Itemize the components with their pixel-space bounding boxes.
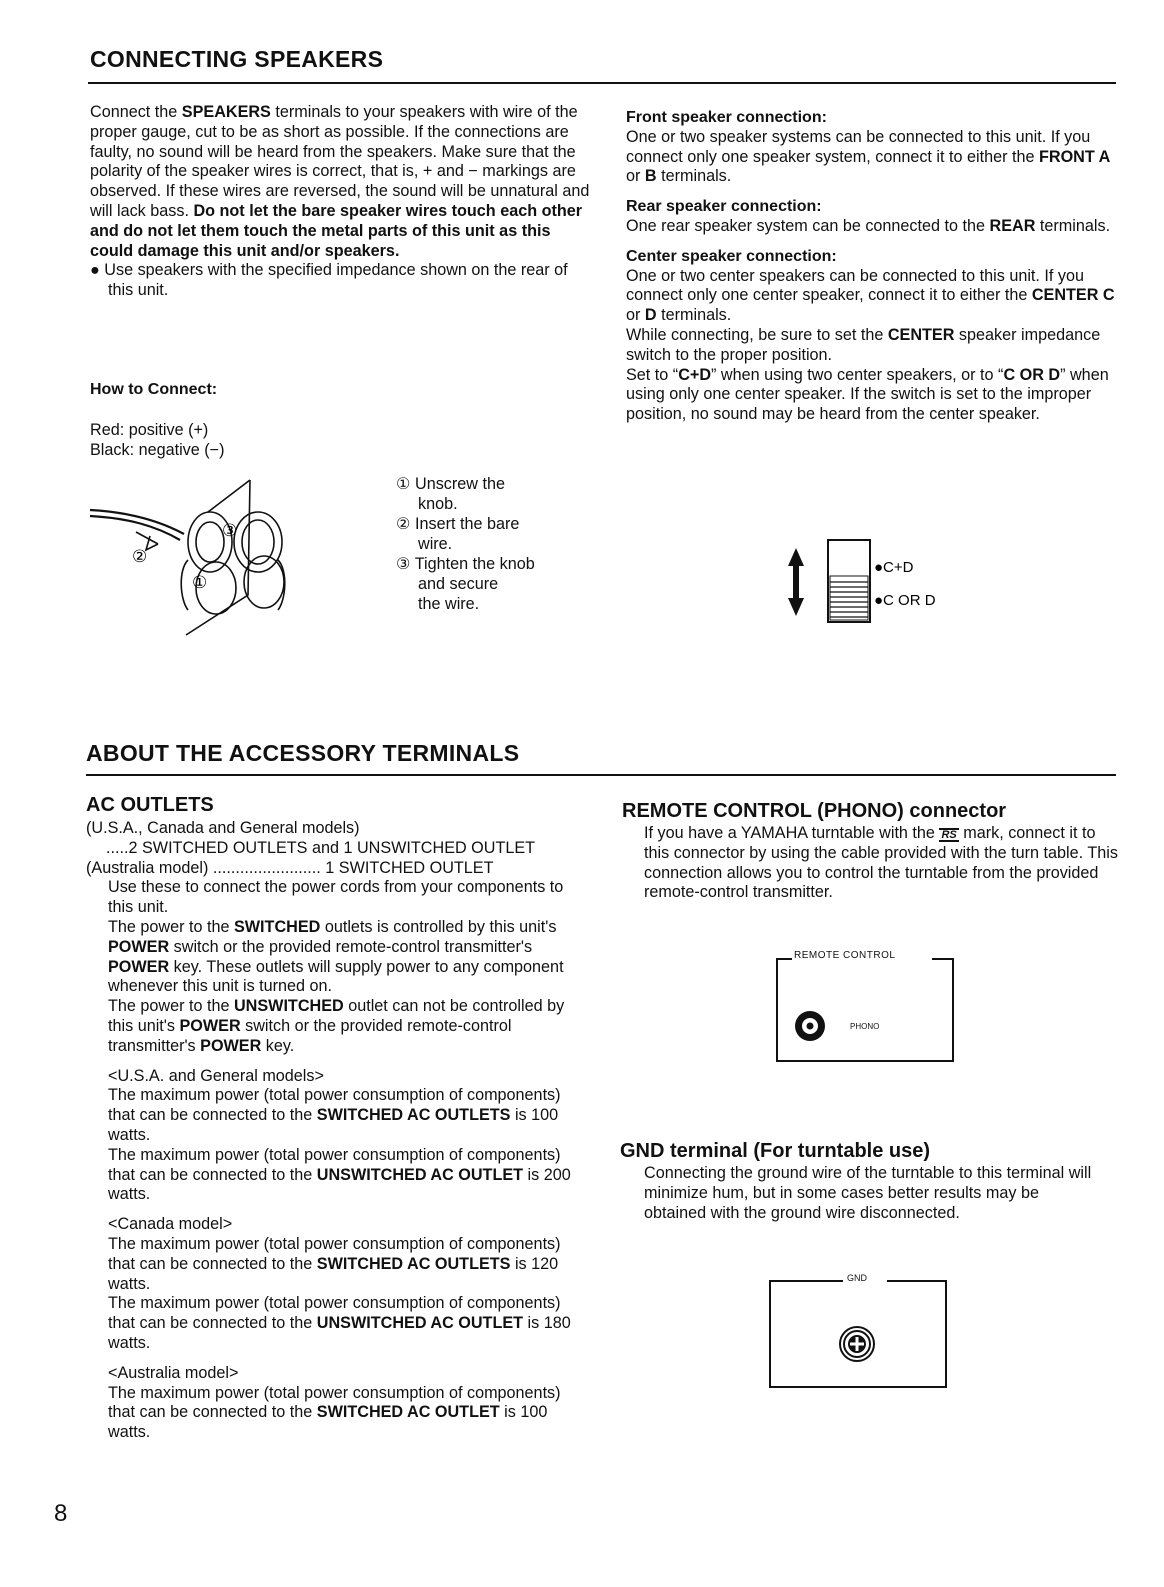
diagram-label-3: ③ [222,521,238,540]
red-label: Red: positive (+) [90,421,209,439]
gnd-panel [769,1273,947,1388]
rear-title: Rear speaker connection: [626,198,822,216]
connection-steps: ① Unscrew the knob. ② Insert the bare wire. ③ Tighten the knob and secure the wire. [396,475,535,613]
center-switch-illustration [784,536,974,628]
australia-model-heading: <Australia model> [108,1363,239,1382]
speaker-terminal-illustration [88,470,298,640]
step-1: ① Unscrew the [396,475,505,493]
diagram-label-2: ② [132,547,148,566]
gnd-screw-icon [837,1324,877,1364]
remote-body: If you have a YAMAHA turntable with the RS mark, connect it to this connector by using the cable provided with the turn table. This connection allows you to control the turntable from the provided remote-control transmitter. [644,824,1118,902]
gnd-panel-label: GND [847,1273,867,1283]
gnd-body: Connecting the ground wire of the turntable to this terminal will minimize hum, but in some cases better results may be obtained with the ground wire disconnected. [644,1164,1092,1222]
phono-jack-icon [792,1008,828,1044]
usa-model-heading: <U.S.A. and General models> [108,1066,324,1085]
speakers-intro: Connect the SPEAKERS terminals to your speakers with wire of the proper gauge, cut to be as short as possible. If the connections are faulty, no sound will be heard from the speakers. Make sure that the polarity of the speaker wires is correct, that is, + and − markings are observed. If these wires are reversed, the sound will be unnatural and will lack bass. Do not let the bare speaker wires touch each other and do not let them touch the metal parts of this unit as this could damage this unit and/or speakers. ● Use speakers with the specified impedance shown on the rear of this unit. [90,103,595,301]
center-title: Center speaker connection: [626,247,837,265]
section-title-speakers: CONNECTING SPEAKERS [90,46,384,72]
remote-title: REMOTE CONTROL (PHONO) connector [622,800,1007,822]
section-title-accessory: ABOUT THE ACCESSORY TERMINALS [86,740,520,766]
phono-label: PHONO [850,1022,880,1031]
switch-label-c-or-d: ●C OR D [874,592,936,609]
remote-panel-label: REMOTE CONTROL [794,950,896,961]
remote-panel [776,950,954,1062]
title-rule [88,82,1116,84]
speaker-connections: Front speaker connection: One or two speaker systems can be connected to this unit. If you connect only one speaker system, connect it to either the FRONT A or B terminals. Rear speaker connection: One rear speaker system can be connected to the REAR terminals. Center speaker connection: One or two center speakers can be connected to this unit. If you connect only one center speaker, connect it to either the CENTER C or D terminals. While connecting, be sure to set the CENTER speaker impedance switch to the proper position. Set to “C+D” when using two center speakers, or to “C OR D” when using only one center speaker. If the switch is set to the improper position, no sound may be heard from the center speaker. [626,109,1115,424]
impedance-bullet: ● Use speakers with the specified impedance shown on the rear of this unit. [90,261,568,300]
black-label: Black: negative (−) [90,441,225,459]
page-number: 8 [54,1500,68,1527]
ac-outlets-body: (U.S.A., Canada and General models) .....2 SWITCHED OUTLETS and 1 UNSWITCHED OUTLET (Australia model) ........................ 1 SWITCHED OUTLET Use these to connect the power cords from your components to this unit. The power to the SWITCHED outlets is controlled by this unit's POWER switch or the provided remote-control transmitter's POWER key. These outlets will supply power to any component whenever this unit is turned on. The power to the UNSWITCHED outlet can not be controlled by this unit's POWER switch or the provided remote-control transmitter's POWER key. <U.S.A. and General models> The maximum power (total power consumption of components) that can be connected to the SWITCHED AC OUTLETS is 100 watts. The maximum power (total power consumption of components) that can be connected to the UNSWITCHED AC OUTLET is 200 watts. <Canada model> The maximum power (total power consumption of components) that can be connected to the SWITCHED AC OUTLETS is 120 watts. The maximum power (total power consumption of components) that can be connected to the UNSWITCHED AC OUTLET is 180 watts. <Australia model> The maximum power (total power consumption of components) that can be connected to the SWITCHED AC OUTLET is 100 watts. [86,819,586,1443]
rs-mark-icon: RS [941,829,957,841]
title-rule-2 [86,774,1116,776]
front-title: Front speaker connection: [626,109,827,126]
diagram-label-1: ① [192,573,208,592]
ac-outlets-title: AC OUTLETS [86,794,214,816]
how-to-connect-title: How to Connect: [90,381,218,398]
switch-label-cd: ●C+D [874,559,914,576]
gnd-title: GND terminal (For turntable use) [620,1140,931,1162]
up-down-arrow-icon [788,548,804,616]
canada-model-heading: <Canada model> [108,1215,233,1234]
step-3: ③ Tighten the knob [396,555,535,573]
step-2: ② Insert the bare [396,515,520,533]
